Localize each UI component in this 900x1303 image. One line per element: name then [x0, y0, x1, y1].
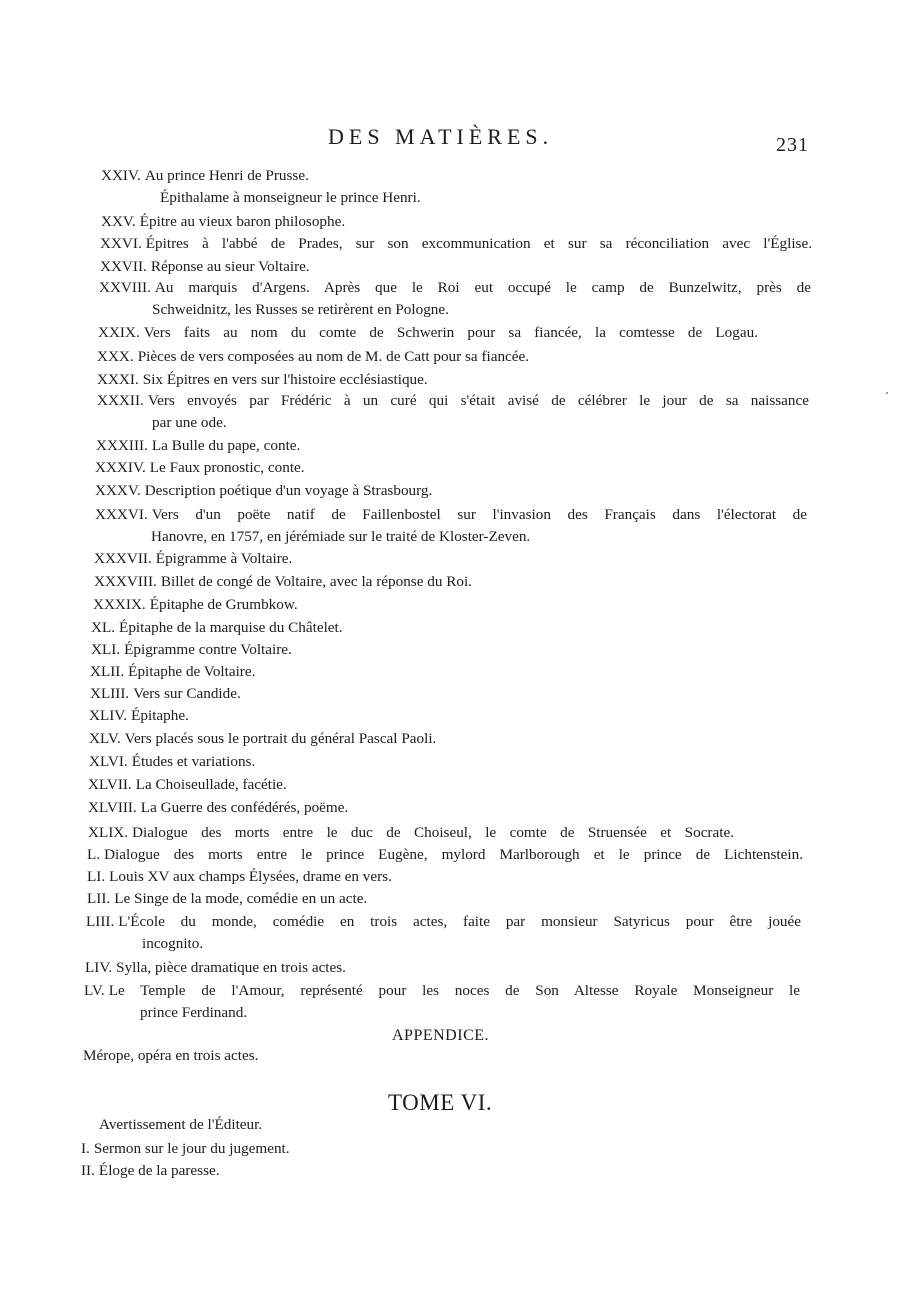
- toc-entry-title-continued: par une ode.: [152, 414, 227, 431]
- toc-entry-title: Réponse au sieur Voltaire.: [150, 258, 310, 275]
- appendix-heading: APPENDICE.: [392, 1027, 490, 1044]
- toc-entry-line: [101, 167, 309, 185]
- tome-entry-title: Sermon sur le jour du jugement.: [93, 1140, 290, 1157]
- toc-entry-number: LII.: [87, 890, 111, 907]
- toc-entry-line: [93, 596, 298, 614]
- toc-entry-number: LIV.: [85, 959, 113, 976]
- toc-entry-continuation: [140, 1004, 247, 1022]
- toc-entry-number: XXXIX.: [93, 596, 146, 613]
- toc-entry-title: Épigramme contre Voltaire.: [124, 641, 292, 658]
- toc-entry-title: Dialogue des morts entre le prince Eugène, mylord Marlborough et le prince de Lichtenstein.: [104, 846, 803, 863]
- toc-entry-line: [87, 846, 803, 864]
- toc-entry-title: L'École du monde, comédie en trois actes, faite par monsieur Satyricus pour être jouée: [118, 913, 801, 930]
- toc-entry-line: [90, 663, 255, 681]
- toc-entry-title: La Choiseullade, facétie.: [135, 776, 287, 793]
- toc-entry-number: L.: [87, 846, 101, 863]
- toc-entry-title: Six Épitres en vers sur l'histoire ecclésiastique.: [142, 371, 428, 388]
- toc-entry-line: [94, 550, 292, 568]
- toc-entry-number: XXXV.: [95, 482, 141, 499]
- toc-entry-title: Études et variations.: [131, 753, 256, 770]
- toc-entry-continuation: [152, 301, 449, 319]
- toc-entry-number: XXXI.: [97, 371, 139, 388]
- toc-entry-number: XXXVIII.: [94, 573, 157, 590]
- toc-entry-line: [88, 799, 348, 817]
- toc-entry-title-continued: Épithalame à monseigneur le prince Henri.: [160, 189, 421, 206]
- tome-entry-title: Éloge de la paresse.: [98, 1162, 220, 1179]
- toc-entry-title: Pièces de vers composées au nom de M. de Catt pour sa fiancée.: [137, 348, 530, 365]
- toc-entry-line: [86, 913, 801, 931]
- toc-entry-title-continued: incognito.: [142, 935, 204, 952]
- toc-entry-title: Louis XV aux champs Élysées, drame en vers.: [109, 868, 392, 885]
- toc-entry-line: [97, 371, 428, 389]
- toc-entry-line: [84, 982, 800, 1000]
- toc-entry-number: XLIX.: [88, 824, 129, 841]
- toc-entry-number: XLVII.: [88, 776, 132, 793]
- toc-entry-title-continued: prince Ferdinand.: [140, 1004, 248, 1021]
- toc-entry-number: XXXIV.: [95, 459, 146, 476]
- toc-entry-number: XLIV.: [89, 707, 128, 724]
- toc-entry-number: LI.: [87, 868, 106, 885]
- toc-entry-line: [85, 959, 346, 977]
- toc-entry-number: LIII.: [86, 913, 115, 930]
- toc-entry-number: XXX.: [97, 348, 134, 365]
- toc-entry-title: Au prince Henri de Prusse.: [144, 167, 309, 184]
- toc-entry-line: [96, 437, 300, 455]
- ink-speck: [886, 392, 888, 394]
- toc-entry-line: [91, 619, 343, 637]
- toc-entry-number: XXV.: [101, 213, 136, 230]
- toc-entry-number: XL.: [91, 619, 116, 636]
- toc-entry-number: XXXIII.: [96, 437, 148, 454]
- page-title: DES MATIÈRES.: [328, 124, 554, 149]
- toc-entry-title-continued: Hanovre, en 1757, en jérémiade sur le traité de Kloster-Zeven.: [151, 528, 531, 545]
- toc-entry-title: Épitre au vieux baron philosophe.: [139, 213, 346, 230]
- toc-entry-title: Vers envoyés par Frédéric à un curé qui s'était avisé de célébrer le jour de sa naissance: [147, 392, 809, 409]
- page-number: 231: [776, 134, 809, 156]
- toc-entry-number: XXXVII.: [94, 550, 152, 567]
- appendix-item: Mérope, opéra en trois actes.: [83, 1047, 259, 1064]
- toc-entry-number: XXXII.: [97, 392, 144, 409]
- toc-entry-title: Épitaphe de Grumbkow.: [149, 596, 298, 613]
- toc-entry-title: Au marquis d'Argens. Après que le Roi eut occupé le camp de Bunzelwitz, près de: [154, 279, 811, 296]
- toc-entry-title: Épigramme à Voltaire.: [155, 550, 293, 567]
- toc-entry-number: LV.: [84, 982, 105, 999]
- toc-entry-line: [94, 573, 472, 591]
- toc-entry-line: [97, 392, 809, 410]
- toc-entry-line: [87, 868, 392, 886]
- toc-entry-title: Sylla, pièce dramatique en trois actes.: [116, 959, 346, 976]
- toc-entry-line: [98, 324, 758, 342]
- tome-entry-number: II.: [81, 1162, 95, 1179]
- toc-entry-number: XLIII.: [90, 685, 130, 702]
- toc-entry-line: [89, 707, 189, 725]
- toc-entry-number: XXVII.: [100, 258, 147, 275]
- toc-entry-title: Épitaphe de Voltaire.: [128, 663, 256, 680]
- toc-entry-title: Description poétique d'un voyage à Strasbourg.: [144, 482, 433, 499]
- toc-entry-number: XXVI.: [100, 235, 142, 252]
- toc-entry-title: La Bulle du pape, conte.: [151, 437, 301, 454]
- running-head: [0, 124, 900, 154]
- toc-entry-line: [95, 506, 807, 524]
- toc-entry-number: XXVIII.: [99, 279, 151, 296]
- toc-entry-line: [89, 753, 255, 771]
- toc-entry-title: Billet de congé de Voltaire, avec la réponse du Roi.: [160, 573, 472, 590]
- toc-entry-number: XLVI.: [89, 753, 128, 770]
- toc-entry-number: XLII.: [90, 663, 125, 680]
- toc-entry-title: Épitaphe.: [131, 707, 189, 724]
- toc-entry-title: Vers sur Candide.: [133, 685, 241, 702]
- toc-entry-title: Dialogue des morts entre le duc de Choiseul, le comte de Struensée et Socrate.: [132, 824, 734, 841]
- toc-entry-line: [100, 258, 310, 276]
- toc-entry-line: [99, 279, 811, 297]
- toc-entry-title: Le Singe de la mode, comédie en un acte.: [114, 890, 368, 907]
- toc-entry-line: [89, 730, 436, 748]
- toc-entry-title: Vers placés sous le portrait du général Pascal Paoli.: [124, 730, 437, 747]
- toc-entry-line: [101, 213, 345, 231]
- toc-entry-continuation: [160, 189, 421, 207]
- tome-preface: Avertissement de l'Éditeur.: [99, 1116, 263, 1133]
- tome-entry-line: [81, 1162, 220, 1180]
- toc-entry-line: [88, 824, 734, 842]
- tome-heading: TOME VI.: [388, 1090, 493, 1115]
- toc-entry-title: Vers faits au nom du comte de Schwerin pour sa fiancée, la comtesse de Logau.: [143, 324, 758, 341]
- toc-entry-number: XXIV.: [101, 167, 141, 184]
- toc-entry-title: Épitres à l'abbé de Prades, sur son excommunication et sur sa réconciliation avec l'Église.: [145, 235, 812, 252]
- toc-entry-number: XXXVI.: [95, 506, 148, 523]
- toc-entry-title-continued: Schweidnitz, les Russes se retirèrent en Pologne.: [152, 301, 449, 318]
- toc-entry-line: [97, 348, 529, 366]
- toc-entry-line: [100, 235, 812, 253]
- toc-entry-title: Le Temple de l'Amour, représenté pour les noces de Son Altesse Royale Monseigneur le: [108, 982, 800, 999]
- toc-entry-number: XLV.: [89, 730, 121, 747]
- toc-entry-number: XLI.: [91, 641, 121, 658]
- toc-entry-line: [95, 459, 305, 477]
- toc-entry-line: [87, 890, 367, 908]
- toc-entry-continuation: [152, 414, 227, 432]
- toc-entry-title: Épitaphe de la marquise du Châtelet.: [119, 619, 343, 636]
- toc-entry-continuation: [151, 528, 530, 546]
- toc-entry-continuation: [142, 935, 203, 953]
- toc-entry-line: [95, 482, 432, 500]
- toc-entry-number: XLVIII.: [88, 799, 137, 816]
- toc-entry-number: XXIX.: [98, 324, 140, 341]
- toc-entry-title: Le Faux pronostic, conte.: [149, 459, 305, 476]
- tome-entry-line: [81, 1140, 290, 1158]
- toc-entry-title: La Guerre des confédérés, poëme.: [140, 799, 349, 816]
- tome-entry-number: I.: [81, 1140, 90, 1157]
- toc-entry-line: [91, 641, 292, 659]
- toc-entry-title: Vers d'un poëte natif de Faillenbostel sur l'invasion des Français dans l'électorat de: [151, 506, 807, 523]
- toc-entry-line: [88, 776, 287, 794]
- toc-entry-line: [90, 685, 241, 703]
